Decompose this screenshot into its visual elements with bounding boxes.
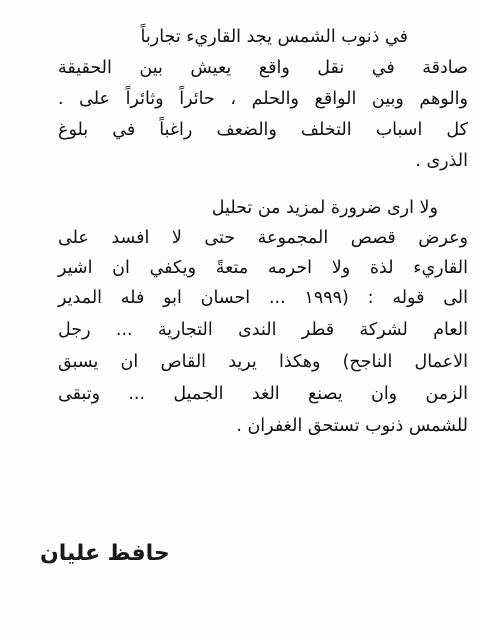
author-signature: حافظ عليان [40, 541, 170, 566]
text-line: في ذنوب الشمس يجد القاريء تجارباً [140, 27, 408, 47]
text-line: العام لشركة قطر الندى التجارية ... رجل [58, 320, 468, 340]
text-line: الاعمال الناجح) وهكذا يريد القاص ان يسبق [58, 352, 468, 372]
text-line: وعرض قصص المجموعة حتى لا افسد على [58, 228, 468, 248]
text-line: القاريء لذة ولا احرمه متعةً ويكفي ان اشير [58, 258, 468, 278]
text-line: الى قوله : (١٩٩٩ ... احسان ابو فله المدير [58, 288, 468, 308]
text-line: والوهم وبين الواقع والحلم ، حائراً وثائراً على . [58, 89, 468, 109]
text-line: كل اسباب التخلف والضعف راغباً في بلوغ [58, 120, 468, 140]
text-line: الذرى . [415, 151, 468, 171]
text-line: للشمس ذنوب تستحق الغفران . [236, 416, 468, 436]
text-line: ولا ارى ضرورة لمزيد من تحليل [211, 198, 438, 218]
text-line: الزمن وان يصنع الغد الجميل ... وتبقى [58, 384, 468, 404]
text-line: صادقة في نقل واقع يعيش بين الحقيقة [58, 58, 468, 78]
